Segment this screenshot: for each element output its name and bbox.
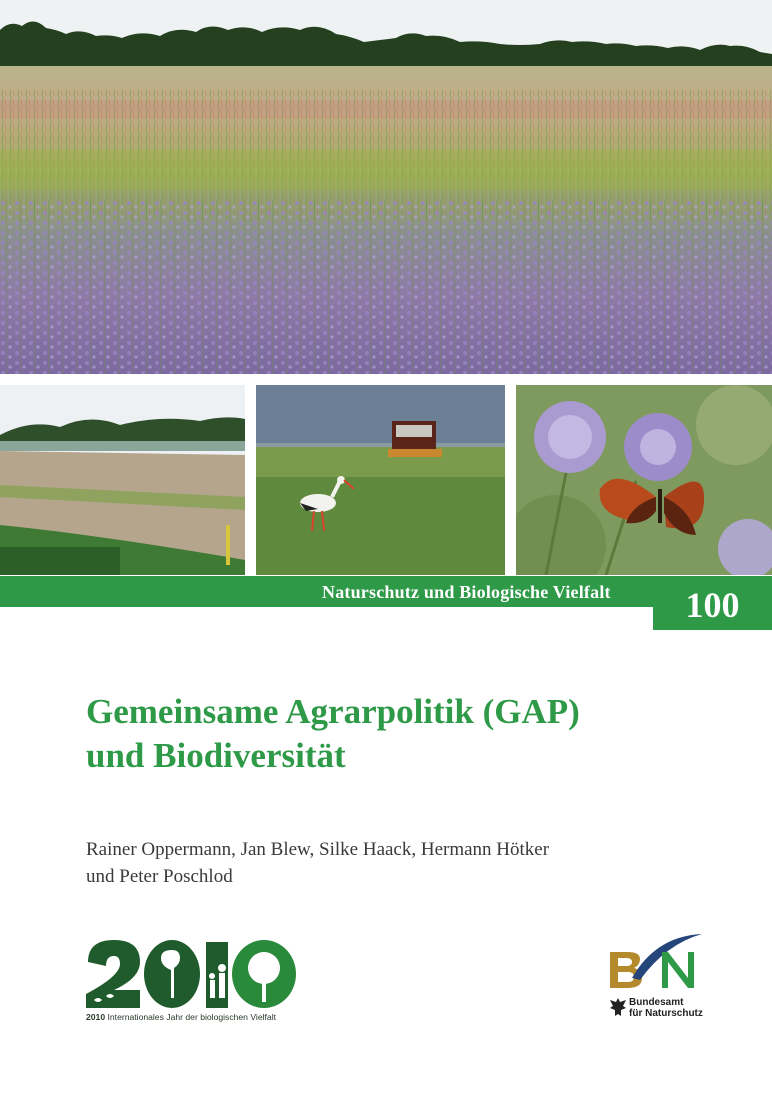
biodiversity-year-caption-year: 2010: [86, 1012, 106, 1022]
authors: [86, 836, 686, 890]
book-title: [86, 690, 726, 778]
federal-eagle-icon: [609, 996, 627, 1018]
dike-photo: [0, 385, 245, 575]
stork-tractor-illustration: [256, 385, 505, 575]
biodiversity-year-caption: [86, 1012, 346, 1022]
hero-meadow-photo: [0, 0, 772, 374]
bfn-logo: [606, 930, 706, 992]
book-title-line-2: und Biodiversität: [86, 736, 346, 775]
authors-line-1: Rainer Oppermann, Jan Blew, Silke Haack, Hermann Hötker: [86, 839, 550, 860]
publisher-name-line-1: Bundesamt: [629, 997, 684, 1008]
stork-tractor-photo: [256, 385, 505, 575]
publisher-name: [629, 997, 719, 1019]
dike-illustration: [0, 385, 245, 575]
book-title-line-1: Gemeinsame Agrarpolitik (GAP): [86, 692, 580, 731]
series-title: Naturschutz und Biologische Vielfalt: [322, 582, 611, 602]
butterfly-illustration: [516, 385, 772, 575]
authors-line-2: und Peter Poschlod: [86, 866, 233, 887]
butterfly-scabious-photo: [516, 385, 772, 575]
publisher-name-line-2: für Naturschutz: [629, 1008, 703, 1019]
biodiversity-year-caption-text: Internationales Jahr der biologischen Vielfalt: [105, 1012, 276, 1022]
series-number: 100: [685, 585, 740, 625]
meadow-illustration: [0, 0, 772, 374]
biodiversity-year-2010-logo: [84, 938, 298, 1010]
